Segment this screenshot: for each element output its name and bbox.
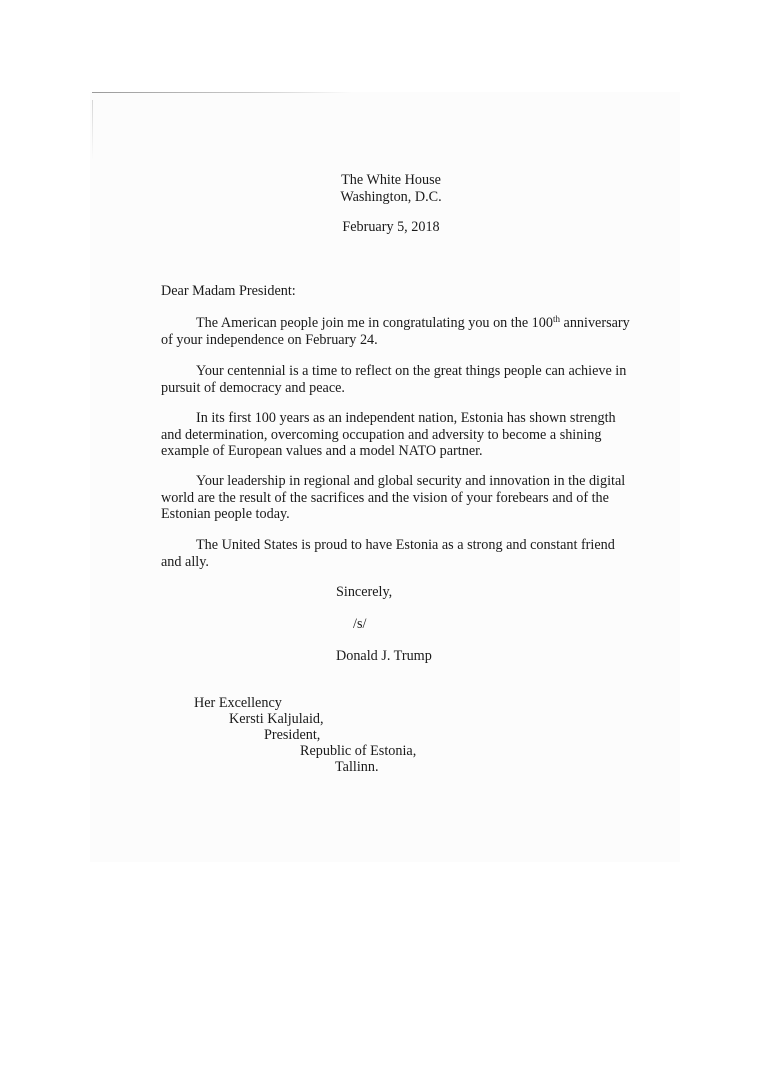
paragraph-2-line-2: pursuit of democracy and peace. [161, 379, 345, 396]
recipient-line-5: Tallinn. [335, 759, 379, 775]
paragraph-2-line-1 [161, 363, 631, 380]
paragraph-3 [161, 410, 631, 460]
paragraph-1-line-1-text: The American people join me in congratulating you on the 100 [196, 315, 553, 331]
paragraph-4-line-1 [161, 473, 631, 490]
paragraph-4 [161, 473, 631, 523]
valediction: Sincerely, [336, 584, 393, 600]
paragraph-3-line-2: and determination, overcoming occupation and adversity to become a shining [161, 426, 602, 443]
paragraph-5-line-1-text: The United States is proud to have Estonia as a strong and constant friend [196, 537, 615, 553]
letter-date: February 5, 2018 [342, 219, 440, 235]
paragraph-4-line-2: world are the result of the sacrifices and the vision of your forebears and of the [161, 489, 609, 506]
recipient-line-4: Republic of Estonia, [300, 743, 417, 759]
paragraph-1 [161, 315, 631, 348]
paragraph-3-line-1 [161, 410, 631, 427]
recipient-line-2: Kersti Kaljulaid, [229, 711, 324, 727]
letterhead-line-1: The White House [341, 172, 441, 188]
paragraph-5 [161, 537, 631, 570]
paragraph-1-line-1-tail: anniversary [559, 315, 630, 331]
signature-mark: /s/ [353, 616, 367, 632]
signer-name: Donald J. Trump [336, 648, 432, 664]
paragraph-1-line-2: of your independence on February 24. [161, 331, 378, 348]
paragraph-4-line-1-text: Your leadership in regional and global security and innovation in the digital [196, 473, 626, 489]
paragraph-5-line-1 [161, 537, 631, 554]
paragraph-3-line-3: example of European values and a model NATO partner. [161, 443, 483, 459]
paragraph-2-line-1-text: Your centennial is a time to reflect on the great things people can achieve in [196, 363, 627, 379]
paragraph-4-line-3: Estonian people today. [161, 506, 290, 522]
paragraph-1-line-1 [161, 315, 631, 332]
letterhead-line-2: Washington, D.C. [340, 189, 442, 205]
ordinal-suffix: th [552, 314, 560, 324]
recipient-line-3: President, [264, 727, 321, 743]
salutation: Dear Madam President: [161, 283, 296, 299]
recipient-line-1: Her Excellency [194, 695, 282, 711]
paragraph-2 [161, 363, 631, 396]
paragraph-3-line-1-text: In its first 100 years as an independent nation, Estonia has shown strength [196, 410, 616, 426]
paragraph-5-line-2: and ally. [161, 553, 209, 570]
